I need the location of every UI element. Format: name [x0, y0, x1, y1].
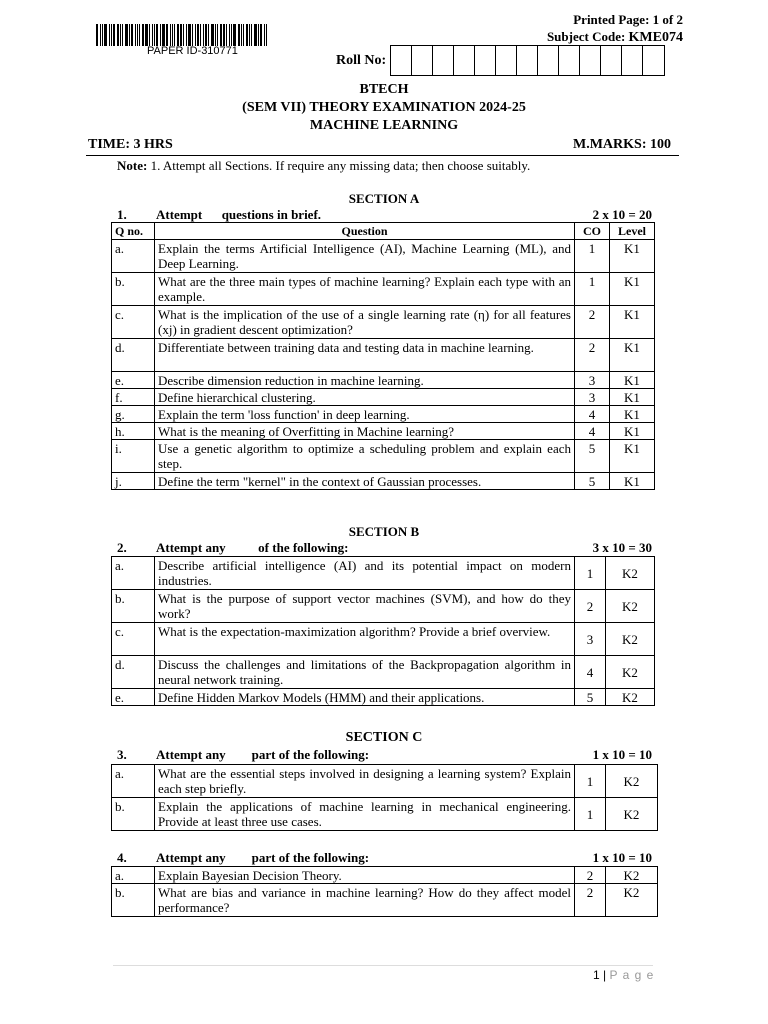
- level-value: K1: [610, 273, 655, 306]
- q4-marks: 1 x 10 = 10: [592, 850, 652, 865]
- question-text: What are bias and variance in machine learning? How do they affect model performance?: [155, 884, 575, 917]
- level-value: K1: [610, 406, 655, 423]
- header-co: CO: [575, 223, 610, 240]
- question-number: e.: [112, 689, 155, 706]
- q4-num: 4.: [117, 850, 127, 865]
- question-number: d.: [112, 656, 155, 689]
- table-row: [112, 689, 655, 706]
- question-number: e.: [112, 372, 155, 389]
- question-number: d.: [112, 339, 155, 372]
- table-row: [112, 339, 655, 372]
- footer-divider: [113, 965, 653, 966]
- co-value: 2: [575, 884, 606, 917]
- level-value: K2: [606, 765, 658, 798]
- section-c-q3-table: [111, 764, 658, 831]
- section-c-q3-head: [117, 747, 652, 763]
- note: [117, 158, 530, 174]
- q3-marks: 1 x 10 = 10: [592, 747, 652, 762]
- table-row: [112, 240, 655, 273]
- level-value: K2: [606, 590, 655, 623]
- co-value: 1: [575, 798, 606, 831]
- question-number: a.: [112, 765, 155, 798]
- printed-page: Printed Page: 1 of 2: [573, 12, 683, 27]
- co-value: 4: [575, 423, 610, 440]
- co-value: 4: [575, 656, 606, 689]
- question-number: a.: [112, 557, 155, 590]
- printed-page-info: [547, 11, 683, 46]
- question-text: What are the essential steps involved in designing a learning system? Explain each step briefly.: [155, 765, 575, 798]
- page-word: P a g e: [609, 968, 655, 982]
- q1-marks: 2 x 10 = 20: [592, 207, 652, 222]
- page-separator: |: [603, 968, 607, 982]
- roll-number: [336, 45, 665, 76]
- question-text: Describe artificial intelligence (AI) and its potential impact on modern industries.: [155, 557, 575, 590]
- level-value: K1: [610, 240, 655, 273]
- section-c-title: SECTION C: [345, 730, 423, 745]
- question-text: Explain the term 'loss function' in deep learning.: [155, 406, 575, 423]
- question-text: Differentiate between training data and testing data in machine learning.: [155, 339, 575, 372]
- level-value: K1: [610, 339, 655, 372]
- question-text: Describe dimension reduction in machine learning.: [155, 372, 575, 389]
- level-value: K2: [606, 867, 658, 884]
- q2-marks: 3 x 10 = 30: [592, 540, 652, 555]
- co-value: 5: [575, 440, 610, 473]
- subject-code: KME074: [628, 30, 683, 45]
- question-text: What is the implication of the use of a single learning rate (η) for all features (xj) in gradient descent optimization?: [155, 306, 575, 339]
- co-value: 5: [575, 689, 606, 706]
- roll-label: Roll No:: [336, 52, 387, 68]
- divider: [86, 155, 679, 156]
- table-row: [112, 656, 655, 689]
- section-b-table: [111, 556, 655, 706]
- q1-instruction: Attempt questions in brief.: [156, 207, 322, 222]
- question-text: Define the term "kernel" in the context of Gaussian processes.: [155, 473, 575, 490]
- section-c-q4-table: [111, 866, 658, 917]
- co-value: 3: [575, 389, 610, 406]
- table-row: [112, 440, 655, 473]
- table-row: [112, 473, 655, 490]
- question-number: a.: [112, 867, 155, 884]
- question-number: b.: [112, 273, 155, 306]
- table-row: [112, 590, 655, 623]
- table-row: [112, 406, 655, 423]
- subject-code-label: Subject Code:: [546, 29, 626, 44]
- table-row: [112, 306, 655, 339]
- co-value: 2: [575, 867, 606, 884]
- exam-title: (SEM VII) THEORY EXAMINATION 2024-25: [242, 100, 526, 115]
- paper-id: PAPER ID-310771: [147, 45, 238, 57]
- q4-instruction: Attempt any part of the following:: [156, 850, 370, 865]
- table-row: [112, 867, 658, 884]
- question-number: j.: [112, 473, 155, 490]
- level-value: K2: [606, 557, 655, 590]
- co-value: 5: [575, 473, 610, 490]
- section-a-table: [111, 222, 655, 490]
- section-a-title: SECTION A: [348, 191, 420, 206]
- table-header-row: [112, 223, 655, 240]
- level-value: K1: [610, 389, 655, 406]
- question-number: b.: [112, 798, 155, 831]
- subject-title: MACHINE LEARNING: [309, 118, 459, 133]
- co-value: 2: [575, 339, 610, 372]
- table-row: [112, 389, 655, 406]
- question-text: What is the expectation-maximization algorithm? Provide a brief overview.: [155, 623, 575, 656]
- co-value: 2: [575, 590, 606, 623]
- footer-page: [593, 968, 654, 982]
- subject-code-line: [547, 28, 683, 46]
- question-text: Define hierarchical clustering.: [155, 389, 575, 406]
- level-value: K1: [610, 423, 655, 440]
- level-value: K1: [610, 440, 655, 473]
- co-value: 1: [575, 557, 606, 590]
- table-row: [112, 884, 658, 917]
- level-value: K1: [610, 473, 655, 490]
- header-qno: Q no.: [112, 223, 155, 240]
- question-number: c.: [112, 623, 155, 656]
- level-value: K1: [610, 372, 655, 389]
- q1-num: 1.: [117, 207, 127, 222]
- section-b-title: SECTION B: [348, 524, 420, 539]
- level-value: K2: [606, 798, 658, 831]
- q2-num: 2.: [117, 540, 127, 555]
- barcode: [96, 24, 304, 46]
- question-text: Define Hidden Markov Models (HMM) and their applications.: [155, 689, 575, 706]
- co-value: 1: [575, 273, 610, 306]
- level-value: K2: [606, 656, 655, 689]
- level-value: K2: [606, 689, 655, 706]
- header-level: Level: [610, 223, 655, 240]
- question-number: b.: [112, 590, 155, 623]
- time: TIME: 3 HRS: [88, 137, 173, 152]
- question-number: c.: [112, 306, 155, 339]
- question-number: h.: [112, 423, 155, 440]
- co-value: 4: [575, 406, 610, 423]
- section-b-head: [117, 540, 652, 556]
- co-value: 1: [575, 240, 610, 273]
- level-value: K2: [606, 623, 655, 656]
- question-number: b.: [112, 884, 155, 917]
- question-text: Discuss the challenges and limitations of the Backpropagation algorithm in neural network training.: [155, 656, 575, 689]
- question-text: Use a genetic algorithm to optimize a scheduling problem and explain each step.: [155, 440, 575, 473]
- table-row: [112, 557, 655, 590]
- q2-instruction: Attempt any of the following:: [156, 540, 349, 555]
- level-value: K1: [610, 306, 655, 339]
- question-text: What is the meaning of Overfitting in Machine learning?: [155, 423, 575, 440]
- question-number: i.: [112, 440, 155, 473]
- question-number: f.: [112, 389, 155, 406]
- q3-num: 3.: [117, 747, 127, 762]
- q3-instruction: Attempt any part of the following:: [156, 747, 370, 762]
- co-value: 1: [575, 765, 606, 798]
- level-value: K2: [606, 884, 658, 917]
- question-text: Explain Bayesian Decision Theory.: [155, 867, 575, 884]
- question-text: What is the purpose of support vector machines (SVM), and how do they work?: [155, 590, 575, 623]
- table-row: [112, 273, 655, 306]
- section-a-head: [117, 207, 652, 223]
- max-marks: M.MARKS: 100: [573, 137, 671, 152]
- co-value: 3: [575, 623, 606, 656]
- page-number: 1: [593, 968, 600, 982]
- section-c-q4-head: [117, 850, 652, 866]
- table-row: [112, 798, 658, 831]
- header-question: Question: [155, 223, 575, 240]
- question-number: g.: [112, 406, 155, 423]
- roll-boxes[interactable]: [390, 45, 665, 76]
- program: BTECH: [359, 82, 409, 97]
- question-text: Explain the applications of machine learning in mechanical engineering. Provide at least three use cases.: [155, 798, 575, 831]
- co-value: 2: [575, 306, 610, 339]
- question-text: Explain the terms Artificial Intelligence (AI), Machine Learning (ML), and Deep Learning.: [155, 240, 575, 273]
- co-value: 3: [575, 372, 610, 389]
- table-row: [112, 623, 655, 656]
- note-text: 1. Attempt all Sections. If require any missing data; then choose suitably.: [150, 158, 531, 173]
- note-label: Note:: [117, 158, 148, 173]
- table-row: [112, 372, 655, 389]
- question-text: What are the three main types of machine learning? Explain each type with an example.: [155, 273, 575, 306]
- table-row: [112, 765, 658, 798]
- table-row: [112, 423, 655, 440]
- question-number: a.: [112, 240, 155, 273]
